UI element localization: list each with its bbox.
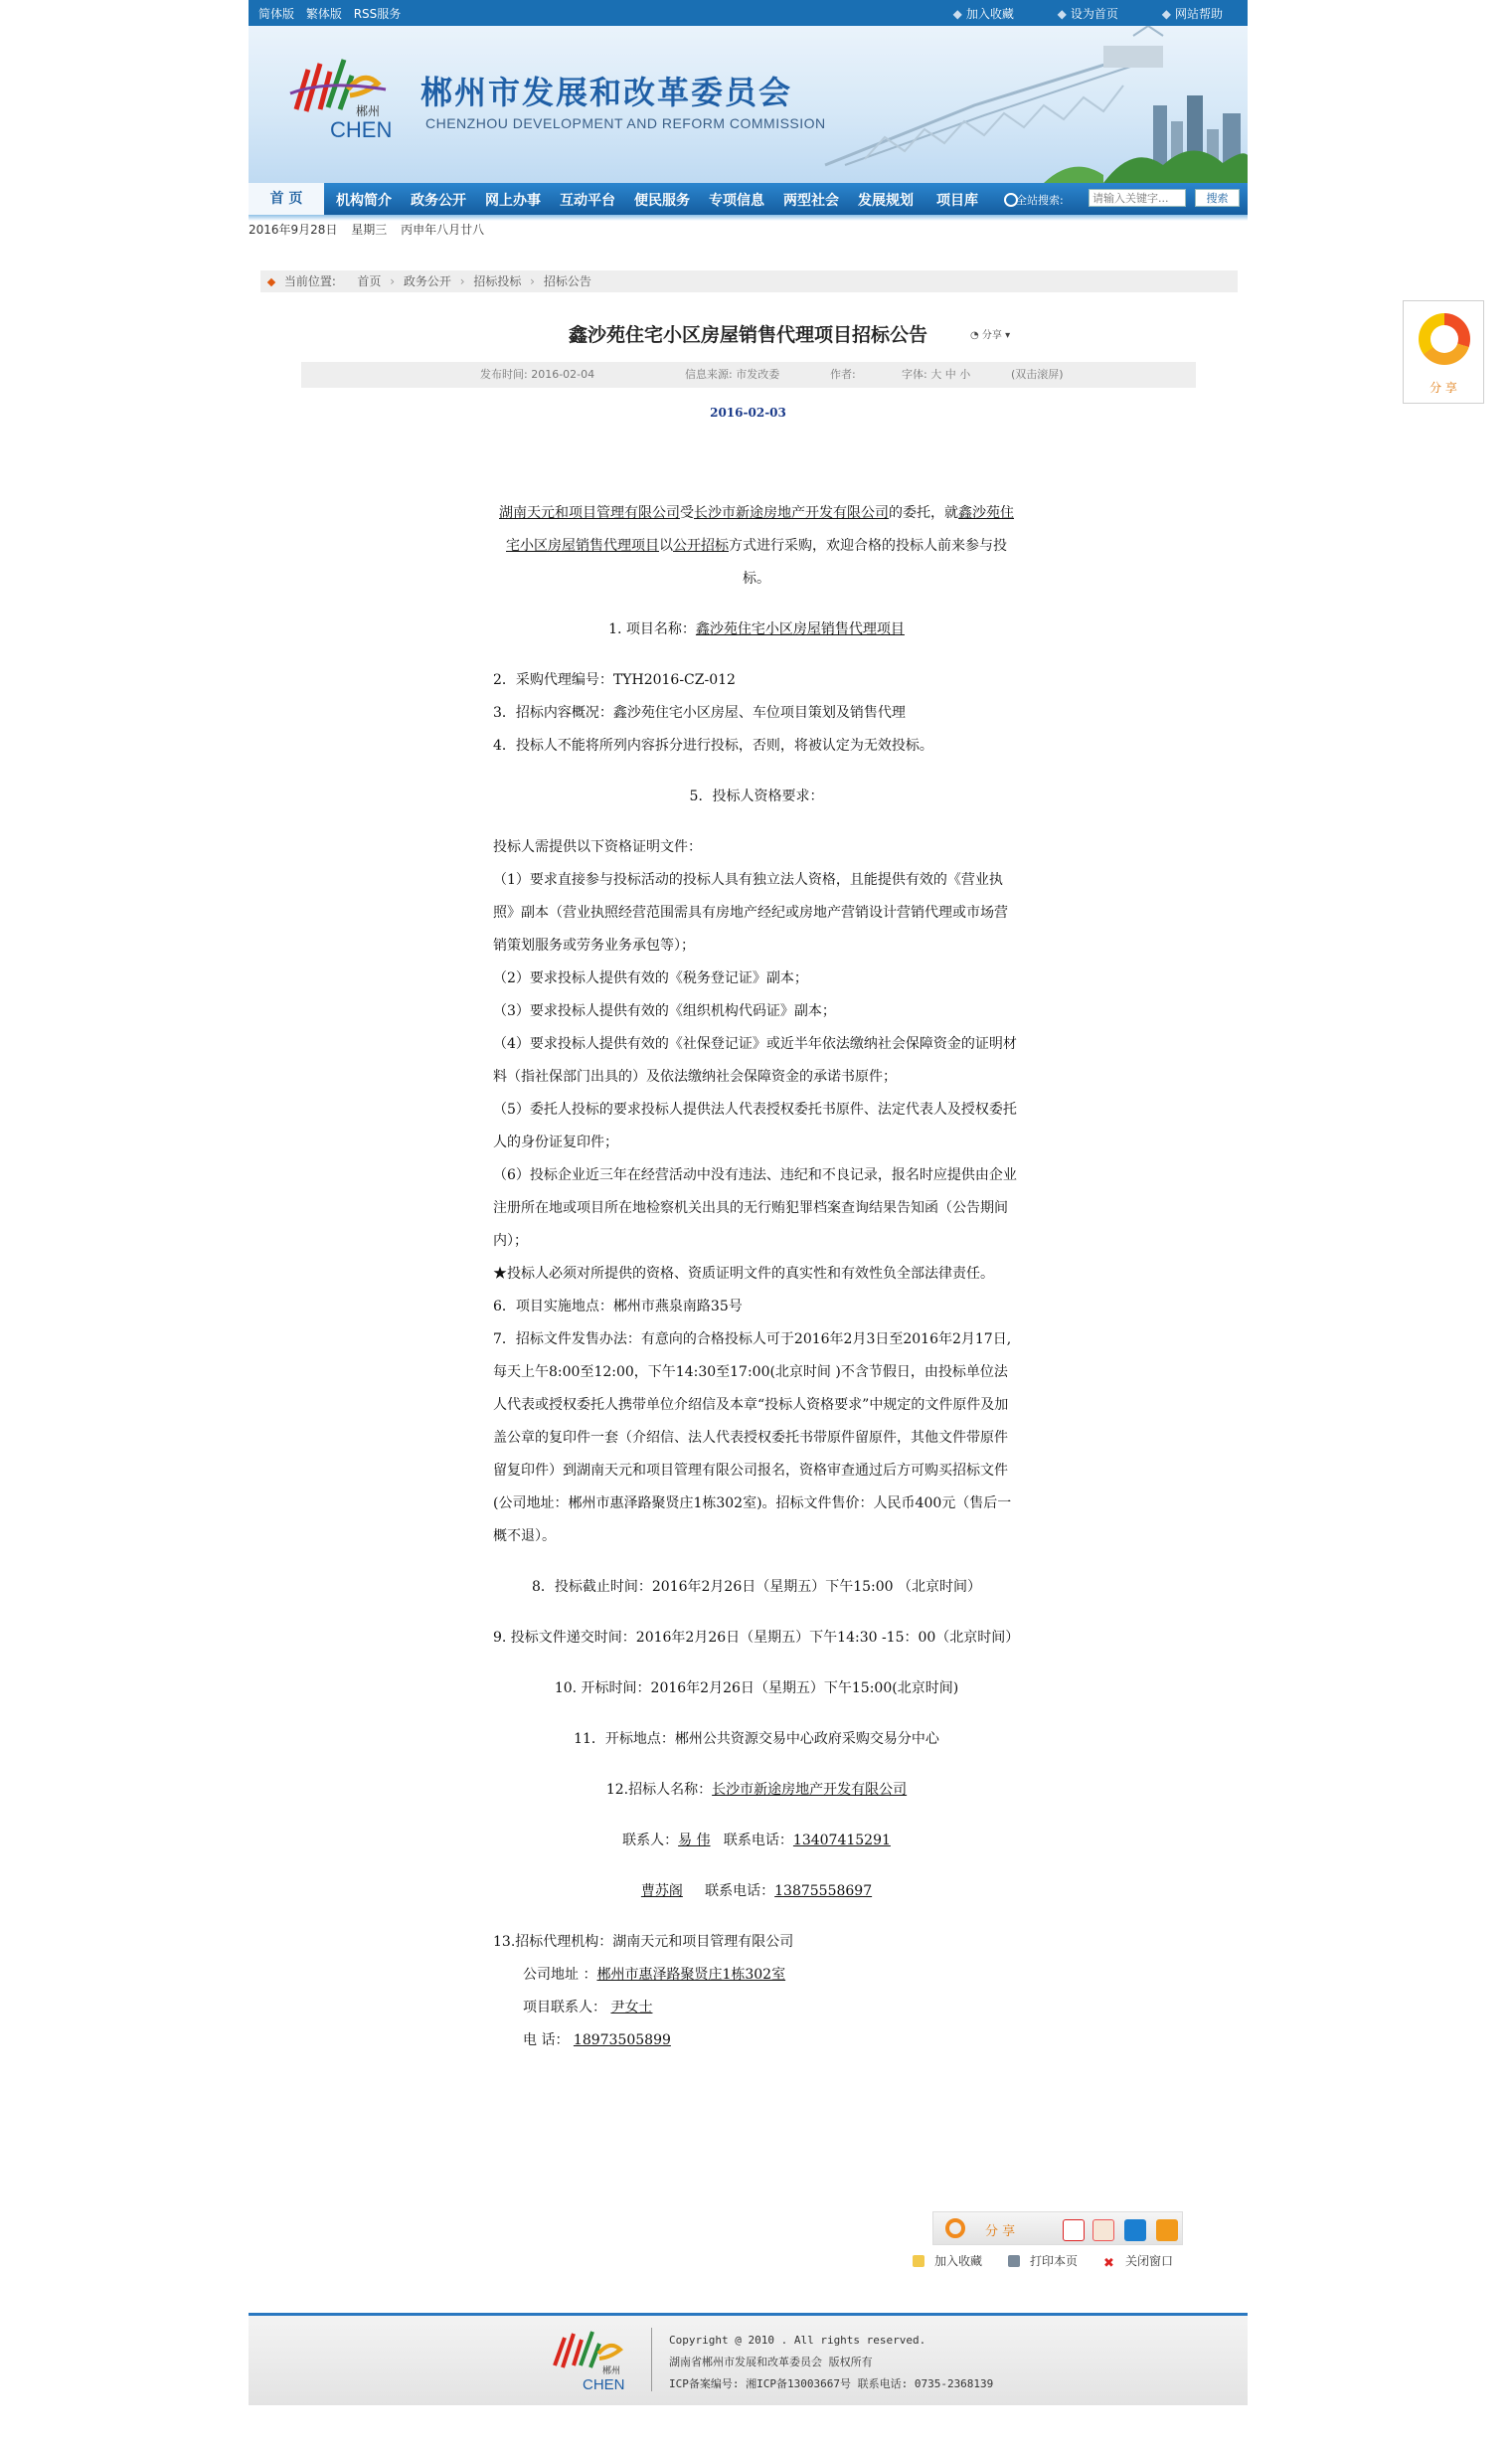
page [249,0,1248,2450]
title-share-button[interactable]: ◔ 分享 ▾ [970,330,1011,341]
item-deadline: 8．投标截止时间：2016年2月26日（星期五）下午15:00 （北京时间） [531,1579,982,1595]
simplified-link[interactable]: 简体版 [258,7,295,21]
search-label: 全站搜索: [1016,194,1064,207]
rss-link[interactable]: RSS服务 [353,7,402,21]
article-date: 2016-02-03 [710,406,786,420]
add-favorite-action[interactable]: 加入收藏 [913,2252,982,2269]
footer-icp: ICP备案编号: 湘ICP备13003667号 联系电话: 0735-2368139 [669,2377,994,2390]
contact-2: 曹苏阁 联系电话：13875558697 [640,1883,873,1899]
footer [249,2316,1248,2405]
breadcrumb-separator-icon: › [530,274,535,288]
article-body [493,497,1020,2057]
qualification-1: （1）要求直接参与投标活动的投标人具有独立法人资格，且能提供有效的《营业执照》副本（营业执照经营范围需具有房地产经纪或房地产营销设计营销代理或市场营销策划服务或劳务业务承包等）； [493,872,1008,954]
search-button[interactable]: 搜索 [1195,189,1240,207]
breadcrumb-item-notice[interactable]: 招标公告 [543,274,591,288]
breadcrumb-item-bidding[interactable]: 招标投标 [473,274,522,288]
contact-1: 联系人：易 伟 联系电话：13407415291 [622,1833,891,1848]
star-icon: ◆ [952,7,962,21]
share-logo-icon [945,2218,965,2238]
item-no-split: 4．投标人不能将所列内容拆分进行投标，否则，将被认定为无效投标。 [493,738,933,754]
qualification-5: （5）委托人投标的要求投标人提供法人代表授权委托书原件、法定代表人及授权委托人的身份证复印件； [493,1102,1017,1150]
item-location: 6．项目实施地点：郴州市燕泉南路35号 [493,1299,743,1314]
breadcrumb [260,270,1238,292]
floating-share-label: 分 享 [1429,381,1457,395]
set-homepage-link[interactable]: ◆ 设为首页 [1057,7,1118,21]
breadcrumb-separator-icon: › [390,274,396,288]
svg-text:CHEN: CHEN [330,117,393,142]
main-nav [249,183,1248,215]
nav-item-interaction[interactable]: 互动平台 [560,193,615,209]
more-share-icon[interactable] [1156,2219,1178,2241]
share-bar [932,2211,1183,2245]
site-subtitle: CHENZHOU DEVELOPMENT AND REFORM COMMISSION [425,115,826,131]
font-size-controls[interactable]: 字体: 大 中 小 [902,368,971,381]
current-weekday: 星期三 [351,223,388,237]
nav-item-about[interactable]: 机构简介 [336,193,392,209]
item-submission-time: 9. 投标文件递交时间：2016年2月26日（星期五）下午14:30 -15：00（北京时间） [493,1630,1020,1646]
item-agency-code: 2．采购代理编号：TYH2016-CZ-012 [493,672,736,688]
current-date: 2016年9月28日 [249,223,338,237]
breadcrumb-marker-icon [267,278,275,286]
agency-contact: 项目联系人： 尹女士 [523,2000,653,2015]
floating-share-widget[interactable] [1403,300,1484,404]
breadcrumb-separator-icon: › [459,274,465,288]
nav-item-project-library[interactable]: 项目库 [936,193,978,209]
tencent-icon[interactable] [1124,2219,1146,2241]
agency-address: 公司地址 ：郴州市惠泽路聚贤庄1栋302室 [523,1967,786,1983]
footer-copyright: Copyright @ 2010 . All rights reserved. [669,2334,926,2347]
qualification-intro: 投标人需提供以下资格证明文件： [493,839,702,855]
site-logo[interactable] [286,50,396,149]
top-bar [249,0,1248,26]
lunar-date: 丙申年八月廿八 [401,223,485,237]
site-title: 郴州市发展和改革委员会 [420,74,793,111]
date-line [249,221,494,238]
item-agency: 13.招标代理机构：湖南天元和项目管理有限公司 [493,1934,794,1950]
add-favorite-link[interactable]: ◆ 加入收藏 [952,7,1014,21]
item-document-sale: 7．招标文件发售办法：有意向的合格投标人可于2016年2月3日至2016年2月17日,每天上午8:00至12:00，下午14:30至17:00(北京时间 )不含节假日，由投标单位法人代表或授权委托人携带单位介绍信及本章“投标人资格要求”中规定的文件原件及加盖公章的复印件一套（介绍信、法人代表授权委托书带原件留原件，其他文件带原件留复印件）到湖南天元和项目管理有限公司报名，资格审查通过后方可购买招标文件(公司地址：郴州市惠泽路聚贤庄1栋302室)。招标文件售价：人民币400元（售后一概不退）。 [493,1331,1012,1544]
qualification-2: （2）要求投标人提供有效的《税务登记证》副本； [493,970,808,986]
print-action[interactable]: 打印本页 [1008,2252,1078,2269]
crane-skyline-illustration [805,26,1248,183]
print-icon [1008,2255,1020,2267]
nav-item-gov-open[interactable]: 政务公开 [411,193,466,209]
search-input[interactable] [1089,189,1186,207]
footer-owner: 湖南省郴州市发展和改革委员会 版权所有 [669,2356,873,2368]
item-tenderer: 12.招标人名称：长沙市新途房地产开发有限公司 [605,1782,908,1798]
qualification-6: （6）投标企业近三年在经营活动中没有违法、违纪和不良记录，报名时应提供由企业注册所在地或项目所在地检察机关出具的无行贿犯罪档案查询结果告知函（公告期间内）； [493,1167,1017,1249]
nav-item-convenience[interactable]: 便民服务 [634,193,690,209]
item-opening-place: 11．开标地点：郴州公共资源交易中心政府采购交易分中心 [574,1731,939,1747]
nav-item-online-service[interactable]: 网上办事 [485,193,541,209]
footer-logo-divider [651,2328,652,2391]
dropdown-arrow-icon: ▾ [1001,330,1011,341]
help-icon: ◆ [1161,7,1171,21]
nav-item-two-type-society[interactable]: 两型社会 [783,193,839,209]
help-link[interactable]: ◆ 网站帮助 [1161,7,1223,21]
breadcrumb-prefix: 当前位置: [283,274,336,288]
intro-paragraph: 湖南天元和项目管理有限公司受长沙市新途房地产开发有限公司的委托，就鑫沙苑住宅小区房屋销售代理项目以公开招标方式进行采购，欢迎合格的投标人前来参与投标。 [499,505,1014,587]
article-title: 鑫沙苑住宅小区房屋销售代理项目招标公告 [568,324,927,346]
svg-text:郴州: 郴州 [356,104,381,118]
svg-text:郴州: 郴州 [602,2366,621,2376]
author: 作者: [830,368,856,381]
renren-icon[interactable] [1063,2219,1085,2241]
favorite-icon [913,2255,924,2267]
item-project-name: 1. 项目名称：鑫沙苑住宅小区房屋销售代理项目 [608,621,905,637]
nav-home[interactable]: 首 页 [249,183,324,215]
info-source: 信息来源: 市发改委 [685,368,780,381]
traditional-link[interactable]: 繁体版 [305,7,342,21]
nav-item-planning[interactable]: 发展规划 [858,193,914,209]
nav-item-special-info[interactable]: 专项信息 [709,193,764,209]
publish-time: 发布时间: 2016-02-04 [480,368,595,381]
qualification-3: （3）要求投标人提供有效的《组织机构代码证》副本； [493,1003,836,1019]
close-icon: ✖ [1103,2256,1114,2271]
double-click-scroll: (双击滚屏) [1011,368,1064,381]
home-icon: ◆ [1057,7,1067,21]
weibo-icon[interactable] [1092,2219,1114,2241]
footer-text [669,2330,993,2395]
agency-phone: 电 话： 18973505899 [523,2032,671,2048]
item-qualification: 5．投标人资格要求： [689,788,824,804]
breadcrumb-item-home[interactable]: 首页 [357,274,382,288]
footer-logo [547,2326,636,2395]
header-banner [249,26,1248,183]
svg-text:CHEN: CHEN [583,2376,625,2393]
article-meta [301,362,1196,388]
share-label[interactable]: 分 享 [985,2224,1016,2239]
share-small-icon: ◔ [970,330,982,341]
qualification-4: （4）要求投标人提供有效的《社保登记证》或近半年依法缴纳社会保障资金的证明材料（指社保部门出具的）及依法缴纳社会保障资金的承诺书原件； [493,1036,1017,1085]
share-logo-icon [1419,313,1470,365]
item-opening-time: 10. 开标时间：2016年2月26日（星期五）下午15:00(北京时间) [554,1680,959,1696]
item-content-overview: 3．招标内容概况：鑫沙苑住宅小区房屋、车位项目策划及销售代理 [493,705,906,721]
breadcrumb-item-gov-open[interactable]: 政务公开 [403,274,451,288]
qualification-note: ★投标人必须对所提供的资格、资质证明文件的真实性和有效性负全部法律责任。 [493,1266,994,1282]
close-window-action[interactable]: ✖ 关闭窗口 [1103,2254,1174,2271]
